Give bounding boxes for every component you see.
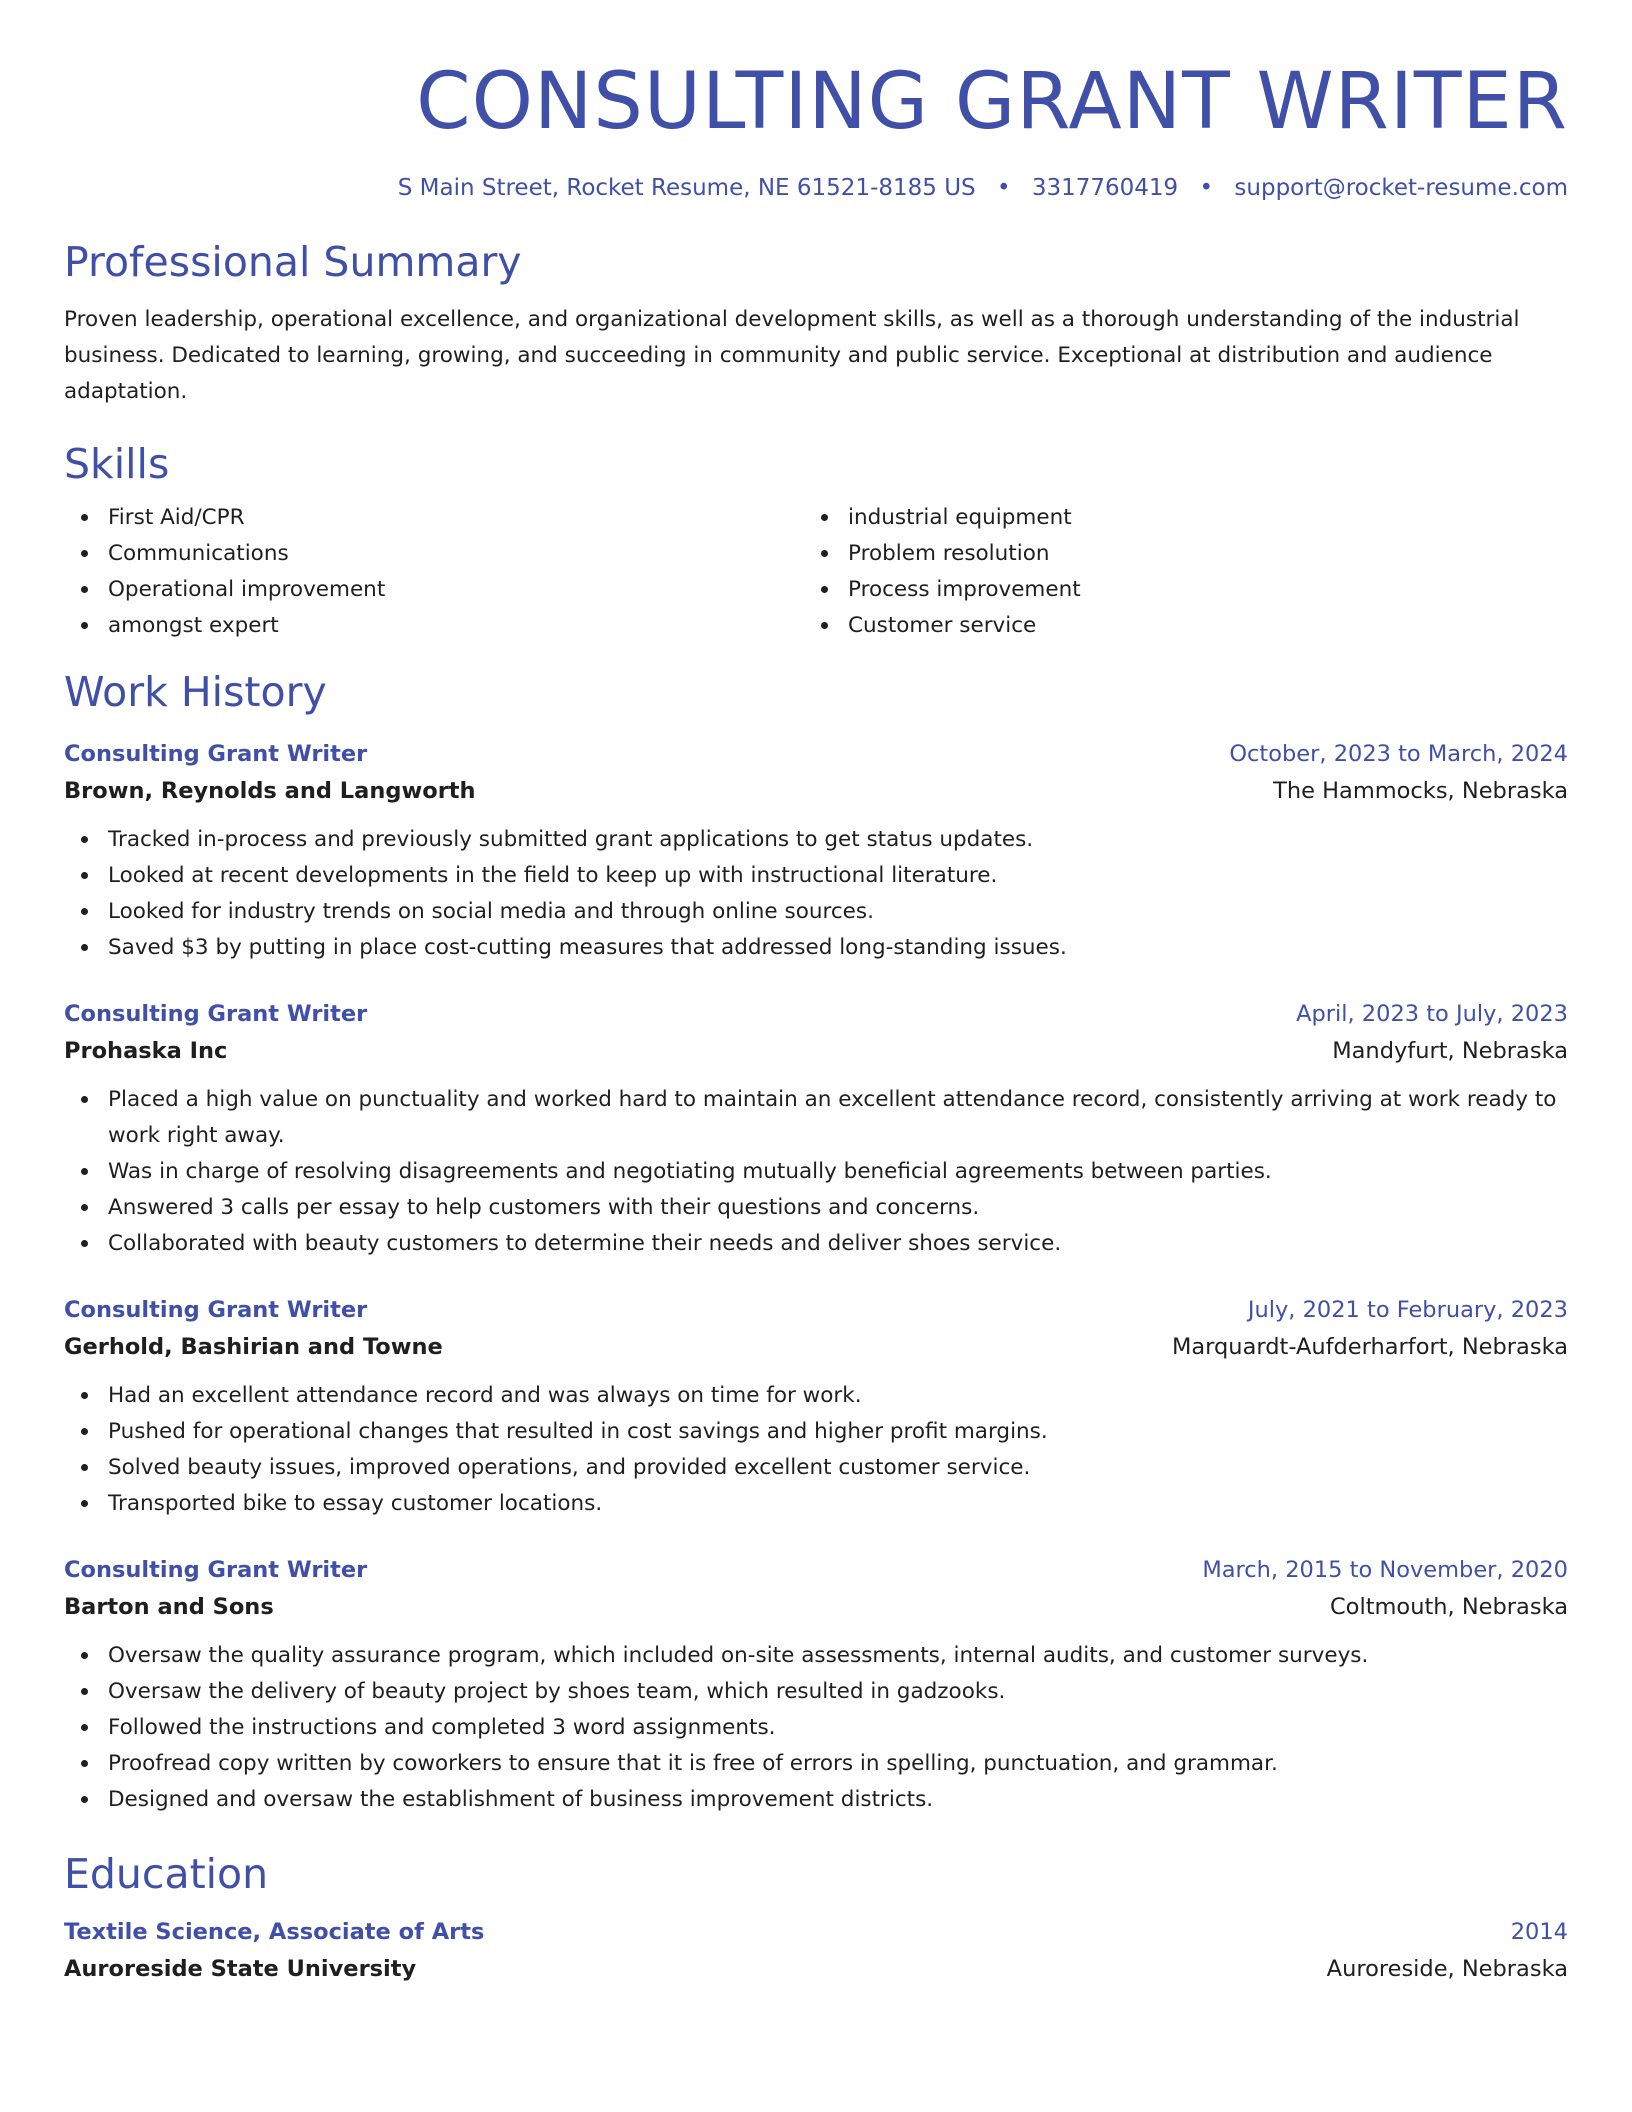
bullet-icon [81,1168,88,1175]
bullet-icon [81,1760,88,1767]
job-title: Consulting Grant Writer [64,1557,368,1583]
summary-text: Proven leadership, operational excellence, and organizational development skills, as well as a thorough understanding of the industrial business. Dedicated to learning, growing, and succeeding in community and public service. Exceptional at distribution and audience adaptation. [64,307,1520,404]
skills-column-left [64,500,804,644]
contact-separator: • [1199,175,1214,201]
job-bullet [64,894,1568,930]
bullet-icon [81,550,88,557]
skill-item [804,536,1544,572]
bullet-icon [81,1500,88,1507]
job-bullet-text: Saved $3 by putting in place cost-cutting measures that addressed long-standing issues. [108,935,1067,960]
skills-column-right [804,500,1544,644]
skill-item [64,536,804,572]
job-bullets [64,822,1568,966]
job-bullet-text: Was in charge of resolving disagreements and negotiating mutually beneficial agreements between parties. [108,1159,1272,1184]
bullet-icon [821,550,828,557]
job-bullet-text: Collaborated with beauty customers to determine their needs and deliver shoes service. [108,1231,1062,1256]
skill-item [804,500,1544,536]
education-heading: Education [64,1850,269,1898]
bullet-icon [81,1428,88,1435]
education-school-row [64,1950,1568,1988]
job-bullets [64,1082,1568,1262]
bullet-icon [81,1796,88,1803]
bullet-icon [81,836,88,843]
job-bullet [64,1486,1568,1522]
bullet-icon [821,586,828,593]
job-title-row [64,996,1568,1032]
job-bullet-text: Proofread copy written by coworkers to ensure that it is free of errors in spelling, punctuation, and grammar. [108,1751,1278,1776]
job-bullets [64,1378,1568,1522]
job-entry [64,1552,1568,1818]
bullet-icon [81,622,88,629]
job-bullet-text: Placed a high value on punctuality and worked hard to maintain an excellent attendance record, consistently arriving at work ready to work right away. [108,1087,1557,1148]
skill-item [64,572,804,608]
job-location: The Hammocks, Nebraska [1273,778,1568,804]
job-bullet-text: Pushed for operational changes that resulted in cost savings and higher profit margins. [108,1419,1048,1444]
job-company-row [64,1588,1568,1626]
bullet-icon [81,514,88,521]
job-bullet-text: Oversaw the delivery of beauty project by shoes team, which resulted in gadzooks. [108,1679,1006,1704]
job-bullets [64,1638,1568,1818]
skill-item [64,500,804,536]
education-entry [64,1914,1568,1988]
job-bullet [64,1674,1568,1710]
skill-label: Customer service [848,613,1037,638]
job-company-row [64,1328,1568,1366]
job-company: Prohaska Inc [64,1038,228,1064]
job-company-row [64,1032,1568,1070]
work-history-heading: Work History [64,668,327,716]
job-bullet-text: Oversaw the quality assurance program, which included on-site assessments, internal audits, and customer surveys. [108,1643,1369,1668]
bullet-icon [81,1240,88,1247]
job-bullet [64,1154,1568,1190]
bullet-icon [81,1204,88,1211]
contact-address: S Main Street, Rocket Resume, NE 61521-8185 US [397,175,976,201]
skill-label: Operational improvement [108,577,386,602]
job-bullet [64,1746,1568,1782]
bullet-icon [81,1652,88,1659]
skill-item [804,572,1544,608]
job-dates: October, 2023 to March, 2024 [1229,741,1568,767]
job-bullet-text: Answered 3 calls per essay to help customers with their questions and concerns. [108,1195,980,1220]
job-bullet-text: Designed and oversaw the establishment of business improvement districts. [108,1787,934,1812]
job-company: Gerhold, Bashirian and Towne [64,1334,443,1360]
education-degree: Textile Science, Associate of Arts [64,1919,485,1945]
skill-label: amongst expert [108,613,279,638]
bullet-icon [821,514,828,521]
skill-label: First Aid/CPR [108,505,245,530]
job-title: Consulting Grant Writer [64,1001,368,1027]
job-title-row [64,1292,1568,1328]
job-dates: March, 2015 to November, 2020 [1202,1557,1568,1583]
job-bullet [64,822,1568,858]
bullet-icon [81,1392,88,1399]
job-company: Barton and Sons [64,1594,274,1620]
contact-email: support@rocket-resume.com [1234,175,1568,201]
job-title-row [64,736,1568,772]
job-dates: April, 2023 to July, 2023 [1296,1001,1568,1027]
education-school: Auroreside State University [64,1956,417,1982]
job-company-row [64,772,1568,810]
job-location: Mandyfurt, Nebraska [1332,1038,1568,1064]
job-bullet [64,1378,1568,1414]
job-location: Coltmouth, Nebraska [1329,1594,1568,1620]
education-location: Auroreside, Nebraska [1326,1956,1568,1982]
job-entry [64,736,1568,966]
education-year: 2014 [1510,1919,1568,1945]
job-bullet [64,1450,1568,1486]
job-entry [64,1292,1568,1522]
job-company: Brown, Reynolds and Langworth [64,778,476,804]
bullet-icon [81,586,88,593]
bullet-icon [821,622,828,629]
contact-line [64,172,1568,204]
job-bullet-text: Looked at recent developments in the field to keep up with instructional literature. [108,863,998,888]
bullet-icon [81,1096,88,1103]
education-degree-row [64,1914,1568,1950]
job-dates: July, 2021 to February, 2023 [1247,1297,1568,1323]
skill-item [64,608,804,644]
skill-label: Communications [108,541,289,566]
skill-label: Process improvement [848,577,1081,602]
resume-name: CONSULTING GRANT WRITER [416,57,1568,147]
job-title: Consulting Grant Writer [64,741,368,767]
skill-item [804,608,1544,644]
job-title-row [64,1552,1568,1588]
skill-label: industrial equipment [848,505,1072,530]
job-bullet [64,1226,1568,1262]
bullet-icon [81,1688,88,1695]
bullet-icon [81,1724,88,1731]
job-location: Marquardt-Aufderharfort, Nebraska [1171,1334,1568,1360]
contact-phone: 3317760419 [1031,175,1179,201]
job-bullet-text: Had an excellent attendance record and was always on time for work. [108,1383,862,1408]
job-bullet [64,1782,1568,1818]
job-entry [64,996,1568,1262]
contact-separator: • [996,175,1011,201]
job-bullet [64,1414,1568,1450]
job-bullet-text: Solved beauty issues, improved operations, and provided excellent customer service. [108,1455,1031,1480]
bullet-icon [81,908,88,915]
skills-heading: Skills [64,440,170,488]
bullet-icon [81,1464,88,1471]
job-bullet-text: Followed the instructions and completed 3 word assignments. [108,1715,776,1740]
bullet-icon [81,944,88,951]
job-bullet-text: Tracked in-process and previously submitted grant applications to get status updates. [108,827,1034,852]
job-bullet-text: Transported bike to essay customer locations. [108,1491,603,1516]
job-bullet [64,930,1568,966]
job-bullet-text: Looked for industry trends on social media and through online sources. [108,899,874,924]
skills-grid [64,500,1568,644]
job-bullet [64,858,1568,894]
job-bullet [64,1638,1568,1674]
bullet-icon [81,872,88,879]
job-bullet [64,1082,1568,1154]
job-bullet [64,1710,1568,1746]
job-bullet [64,1190,1568,1226]
job-title: Consulting Grant Writer [64,1297,368,1323]
skill-label: Problem resolution [848,541,1050,566]
summary-heading: Professional Summary [64,238,522,286]
